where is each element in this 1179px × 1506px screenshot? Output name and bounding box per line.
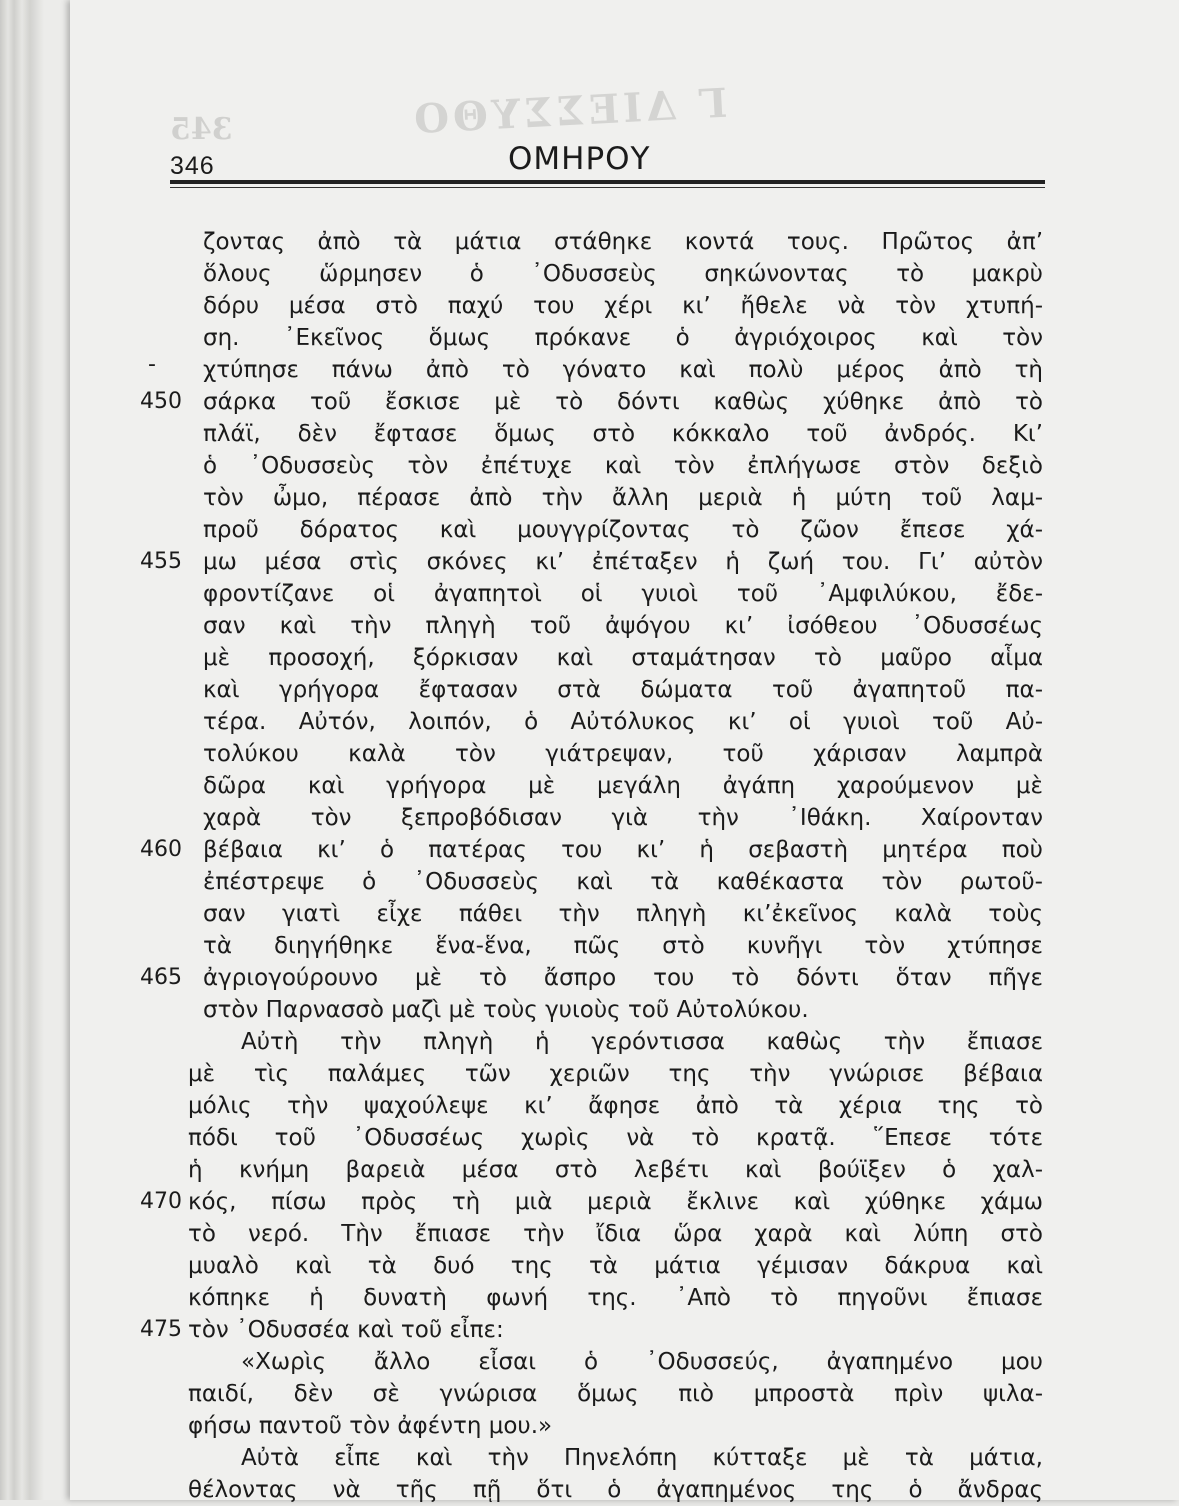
text-line: τὸ νερό. Τὴν ἔπιασε τὴν ἴδια ὥρα χαρὰ καὶ λύπη στὸ [188,1221,1043,1247]
bleed-through-title: Γ ΔΙΕΣΣΥΘΟ [408,79,729,144]
text-line: χαρὰ τὸν ξεπροβόδισαν γιὰ τὴν ᾿Ιθάκη. Χαίρονταν [203,805,1043,831]
text-line: θέλοντας νὰ τῆς πῇ ὅτι ὁ ἀγαπημένος της ὁ ἄνδρας [188,1477,1043,1503]
text-line: καὶ γρήγορα ἔφτασαν στὰ δώματα τοῦ ἀγαπητοῦ πα- [203,677,1043,703]
text-line: τὸν ᾿Οδυσσέα καὶ τοῦ εἶπε: [188,1317,504,1343]
text-line: τὸν ὦμο, πέρασε ἀπὸ τὴν ἄλλη μεριὰ ἡ μύτη τοῦ λαμ- [203,485,1043,511]
text-line: ἐπέστρεψε ὁ ᾿Οδυσσεὺς καὶ τὰ καθέκαστα τὸν ρωτοῦ- [203,869,1043,895]
line-number: 455 [140,549,182,574]
text-line: δῶρα καὶ γρήγορα μὲ μεγάλη ἀγάπη χαρούμενον μὲ [203,773,1043,799]
line-number: 475 [140,1317,182,1342]
text-line: δόρυ μέσα στὸ παχύ του χέρι κι’ ἤθελε νὰ τὸν χτυπή- [203,293,1043,319]
text-line: μόλις τὴν ψαχούλεψε κι’ ἄφησε ἀπὸ τὰ χέρια της τὸ [188,1093,1043,1119]
text-line: φροντίζανε οἱ ἀγαπητοὶ οἱ γυιοὶ τοῦ ᾿Αμφιλύκου, ἔδε- [203,581,1043,607]
text-line: ὁ ᾿Οδυσσεὺς τὸν ἐπέτυχε καὶ τὸν ἐπλήγωσε στὸν δεξιὸ [203,453,1043,479]
text-line: ἀγριογούρουνο μὲ τὸ ἄσπρο του τὸ δόντι ὅταν πῆγε [203,965,1043,991]
text-line: ὅλους ὥρμησεν ὁ ᾿Οδυσσεὺς σηκώνοντας τὸ μακρὺ [203,261,1043,287]
page-number: 346 [170,152,215,180]
text-line: προῦ δόρατος καὶ μουγγρίζοντας τὸ ζῶον ἔπεσε χά- [203,517,1043,543]
text-line: κός, πίσω πρὸς τὴ μιὰ μεριὰ ἔκλινε καὶ χύθηκε χάμω [188,1189,1043,1215]
text-line: ζοντας ἀπὸ τὰ μάτια στάθηκε κοντά τους. Πρῶτος ἀπ’ [203,229,1043,255]
bleed-through-number: 345 [170,112,233,147]
text-line: μω μέσα στὶς σκόνες κι’ ἐπέταξεν ἡ ζωή του. Γι’ αὐτὸν [203,549,1043,575]
text-line: μυαλὸ καὶ τὰ δυό της τὰ μάτια γέμισαν δάκρυα καὶ [188,1253,1043,1279]
text-line: ἡ κνήμη βαρειὰ μέσα στὸ λεβέτι καὶ βούϊξεν ὁ χαλ- [188,1157,1043,1183]
text-line: τέρα. Αὐτόν, λοιπόν, ὁ Αὐτόλυκος κι’ οἱ γυιοὶ τοῦ Αὐ- [203,709,1043,735]
text-line: Αὐτὰ εἶπε καὶ τὴν Πηνελόπη κύτταξε μὲ τὰ μάτια, [241,1445,1043,1471]
line-number: 450 [140,389,182,414]
text-line: πλάϊ, δὲν ἔφτασε ὅμως στὸ κόκκαλο τοῦ ἀνδρός. Κι’ [203,421,1043,447]
text-line: χτύπησε πάνω ἀπὸ τὸ γόνατο καὶ πολὺ μέρος ἀπὸ τὴ [203,357,1043,383]
running-head: ΟΜΗΡΟΥ [508,141,651,177]
text-line: κόπηκε ἡ δυνατὴ φωνή της. ᾿Απὸ τὸ πηγοῦνι ἔπιασε [188,1285,1043,1311]
text-line: φήσω παντοῦ τὸν ἀφέντη μου.» [188,1413,553,1439]
text-line: στὸν Παρνασσὸ μαζὶ μὲ τοὺς γυιοὺς τοῦ Αὐτολύκου. [203,997,809,1023]
text-line: μὲ προσοχή, ξόρκισαν καὶ σταμάτησαν τὸ μαῦρο αἷμα [203,645,1043,671]
text-line: πόδι τοῦ ᾿Οδυσσέως χωρὶς νὰ τὸ κρατᾷ. ῞Επεσε τότε [188,1125,1043,1151]
text-line: ση. ᾿Εκεῖνος ὅμως πρόκανε ὁ ἀγριόχοιρος καὶ τὸν [203,325,1043,351]
text-line: βέβαια κι’ ὁ πατέρας του κι’ ἡ σεβαστὴ μητέρα ποὺ [203,837,1043,863]
line-number: 465 [140,965,182,990]
line-number: 470 [140,1189,182,1214]
text-line: παιδί, δὲν σὲ γνώρισα ὅμως πιὸ μπροστὰ πρὶν ψιλα- [188,1381,1043,1407]
text-line: μὲ τὶς παλάμες τῶν χεριῶν της τὴν γνώρισε βέβαια [188,1061,1043,1087]
text-line: «Χωρὶς ἄλλο εἶσαι ὁ ᾿Οδυσσεύς, ἀγαπημένο μου [241,1349,1043,1375]
line-number: 460 [140,837,182,862]
text-line: σάρκα τοῦ ἔσκισε μὲ τὸ δόντι καθὼς χύθηκε ἀπὸ τὸ [203,389,1043,415]
text-line: Αὐτὴ τὴν πληγὴ ἡ γερόντισσα καθὼς τὴν ἔπιασε [241,1029,1043,1055]
text-line: τολύκου καλὰ τὸν γιάτρεψαν, τοῦ χάρισαν λαμπρὰ [203,741,1043,767]
margin-mark: - [148,352,156,377]
text-line: σαν καὶ τὴν πληγὴ τοῦ ἀψόγου κι’ ἰσόθεου ᾿Οδυσσέως [203,613,1043,639]
text-line: σαν γιατὶ εἶχε πάθει τὴν πληγὴ κι’ἐκεῖνος καλὰ τοὺς [203,901,1043,927]
text-line: τὰ διηγήθηκε ἕνα-ἕνα, πῶς στὸ κυνῆγι τὸν χτύπησε [203,933,1043,959]
